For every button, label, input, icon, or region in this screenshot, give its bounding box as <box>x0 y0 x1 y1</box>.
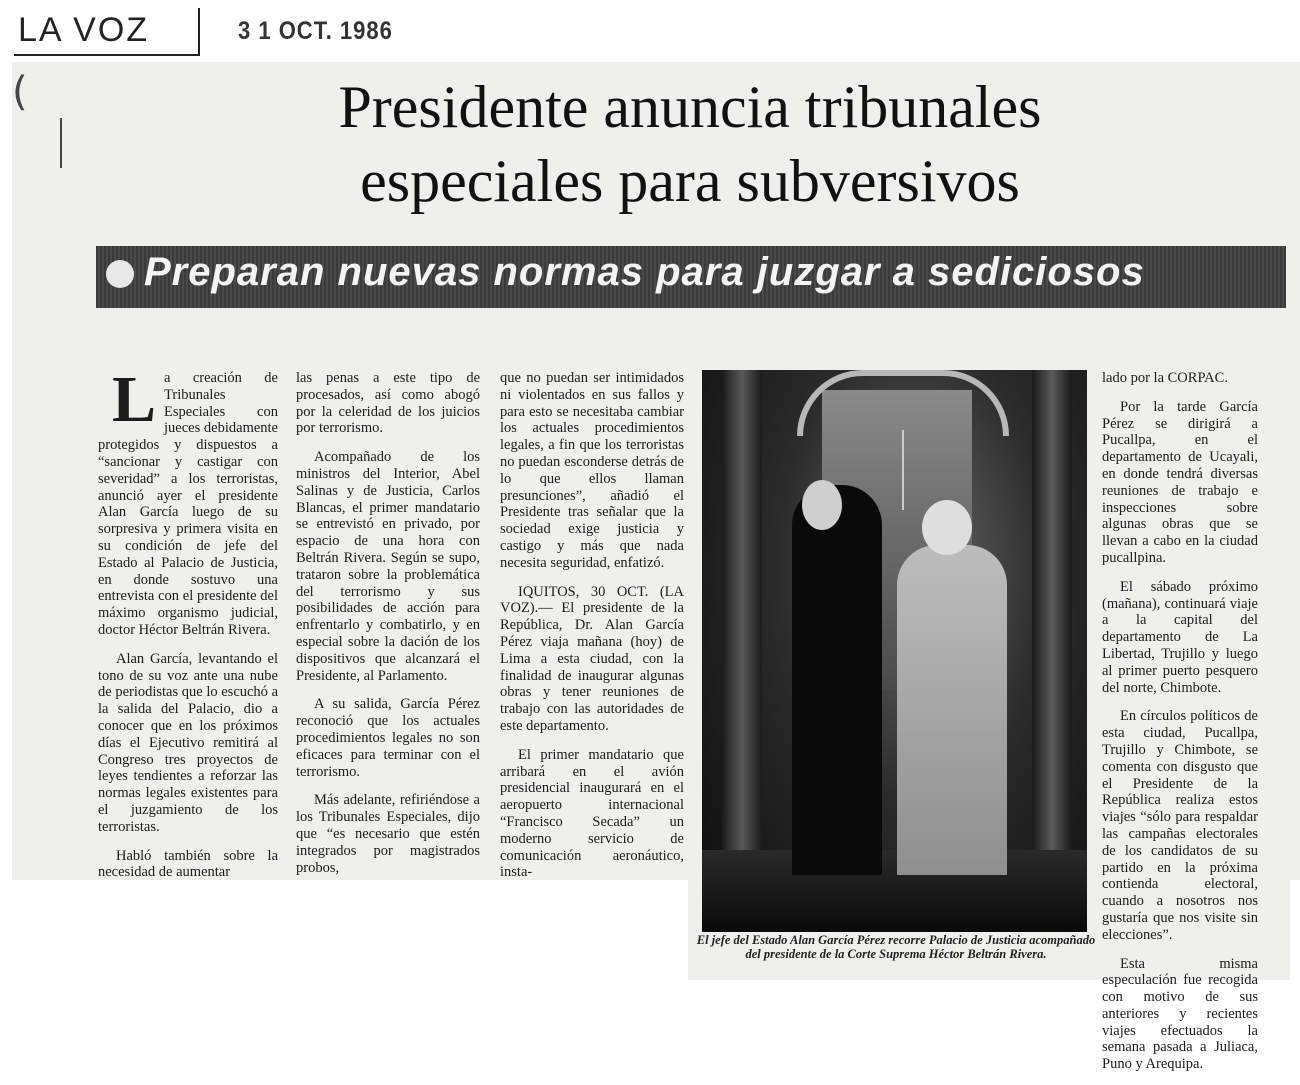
photo-figure <box>792 485 882 875</box>
photo-chandelier <box>902 430 934 510</box>
bullet-icon <box>106 260 134 288</box>
paragraph: las penas a este tipo de procesados, así como abogó por la celeridad de los juicios por terrorismo. <box>296 370 480 437</box>
deck <box>106 250 1145 295</box>
photo-figure-head <box>802 480 842 530</box>
photo <box>702 370 1087 932</box>
pencil-mark-icon: ( <box>12 69 28 115</box>
column-2 <box>296 370 480 888</box>
photo-caption: El jefe del Estado Alan García Pérez recorre Palacio de Justicia acompañado del presidente de la Corte Suprema Héctor Beltrán Rivera. <box>696 933 1096 961</box>
deck-text: Preparan nuevas normas para juzgar a sediciosos <box>144 250 1145 294</box>
photo-pillar <box>722 370 762 932</box>
paragraph: Alan García, levantando el tono de su voz ante una nube de periodistas que lo escuchó a la salida del Palacio, dio a conocer que en los próximos días el Ejecutivo remitirá al Congreso tres proyectos de leyes tendientes a reforzar las normas legales existentes para el juzgamiento de los terroristas. <box>98 650 278 835</box>
column-1 <box>98 363 278 893</box>
paragraph: Por la tarde García Pérez se dirigirá a Pucallpa, en el departamento de Ucayali, en donde tendrá diversas reuniones de trabajo e inspecciones sobre algunas obras que se llevan a cabo en la ciudad pucallpina. <box>1102 398 1258 566</box>
paragraph: A su salida, García Pérez reconoció que los actuales procedimientos legales no son eficaces para terminar con el terrorismo. <box>296 696 480 780</box>
paragraph: que no puedan ser intimidados ni violentados en sus fallos y para esto se necesitaba cambiar los actuales procedimientos legales, a fin que los terroristas no puedan esconderse detrás de lo que ellos llaman presunciones”, añadió el Presidente tras señalar que la sociedad exige justicia y castigo y más que nada necesita seguridad, enfatizó. <box>500 370 684 571</box>
photo-arch <box>797 370 1009 436</box>
paragraph: El primer mandatario que arribará en el avión presidencial inaugurará en el aeropuerto internacional “Francisco Secada” un moderno servicio de comunicación aeronáutico, insta- <box>500 746 684 881</box>
paragraph: Más adelante, refiriéndose a los Tribunales Especiales, dijo que “es necesario que estén integrados por magistrados probos, <box>296 792 480 876</box>
photo-figure <box>897 545 1007 875</box>
drop-cap: L <box>112 363 157 436</box>
paragraph: lado por la CORPAC. <box>1102 370 1228 386</box>
newspaper-source: LA VOZ <box>14 8 200 56</box>
paragraph: En círculos políticos de esta ciudad, Pucallpa, Trujillo y Chimbote, se comenta con disgusto que el Presidente de la República realiza estos viajes “sólo para respaldar las campañas electorales de los candidatos de su partido en la próxima contienda electoral, cuando a nosotros nos gustaría que nos visite sin elecciones”. <box>1102 708 1258 943</box>
paragraph <box>98 363 278 639</box>
date-stamp: 3 1 OCT. 1986 <box>238 16 393 45</box>
photo-floor <box>702 850 1087 932</box>
photo-figure-head <box>922 500 972 555</box>
photo-pillar <box>1032 370 1072 932</box>
headline <box>140 70 1240 218</box>
headline-line-2: especiales para subversivos <box>360 148 1020 214</box>
paragraph: Habló también sobre la necesidad de aumentar <box>98 847 278 881</box>
paragraph: IQUITOS, 30 OCT. (LA VOZ).— El presidente de la República, Dr. Alan García Pérez viaja mañana (hoy) de Lima a esta ciudad, con la finalidad de inaugurar algunas obras y tener reuniones de trabajo con las autoridades de este departamento. <box>500 583 684 734</box>
deck-bar <box>96 246 1286 308</box>
paragraph: El sábado próximo (mañana), continuará viaje a la capital del departamento de La Libertad, Trujillo y luego al primer puerto pesquero del norte, Chimbote. <box>1102 578 1258 696</box>
column-3 <box>500 370 684 893</box>
paragraph: Esta misma especulación fue recogida con motivo de sus anteriores y recientes viajes efectuados la semana pasada a Juliaca, Puno y Arequipa. <box>1102 955 1258 1073</box>
paragraph: Acompañado de los ministros del Interior, Abel Salinas y de Justicia, Carlos Blancas, el primer mandatario se entrevistó en privado, por espacio de una hora con Beltrán Rivera. Según se supo, trataron sobre la problemática del terrorismo y sus posibilidades de acción para enfrentarlo y combatirlo, y en especial sobre la dación de los dispositivos que alcanzará el Presidente, al Parlamento. <box>296 449 480 684</box>
margin-mark <box>60 118 62 168</box>
headline-line-1: Presidente anuncia tribunales <box>338 74 1042 140</box>
paragraph-text: a creación de Tribunales Especiales con jueces debidamente protegidos y dispuestos a “sancionar y castigar con severidad” a los terroristas, anunció ayer el presidente Alan García luego de su sorpresiva y primera visita en su condición de jefe del Estado al Palacio de Justicia, en donde sostuvo una entrevista con el presidente del máximo organismo judicial, doctor Héctor Beltrán Rivera. <box>98 370 278 638</box>
column-4 <box>1102 370 1258 1085</box>
